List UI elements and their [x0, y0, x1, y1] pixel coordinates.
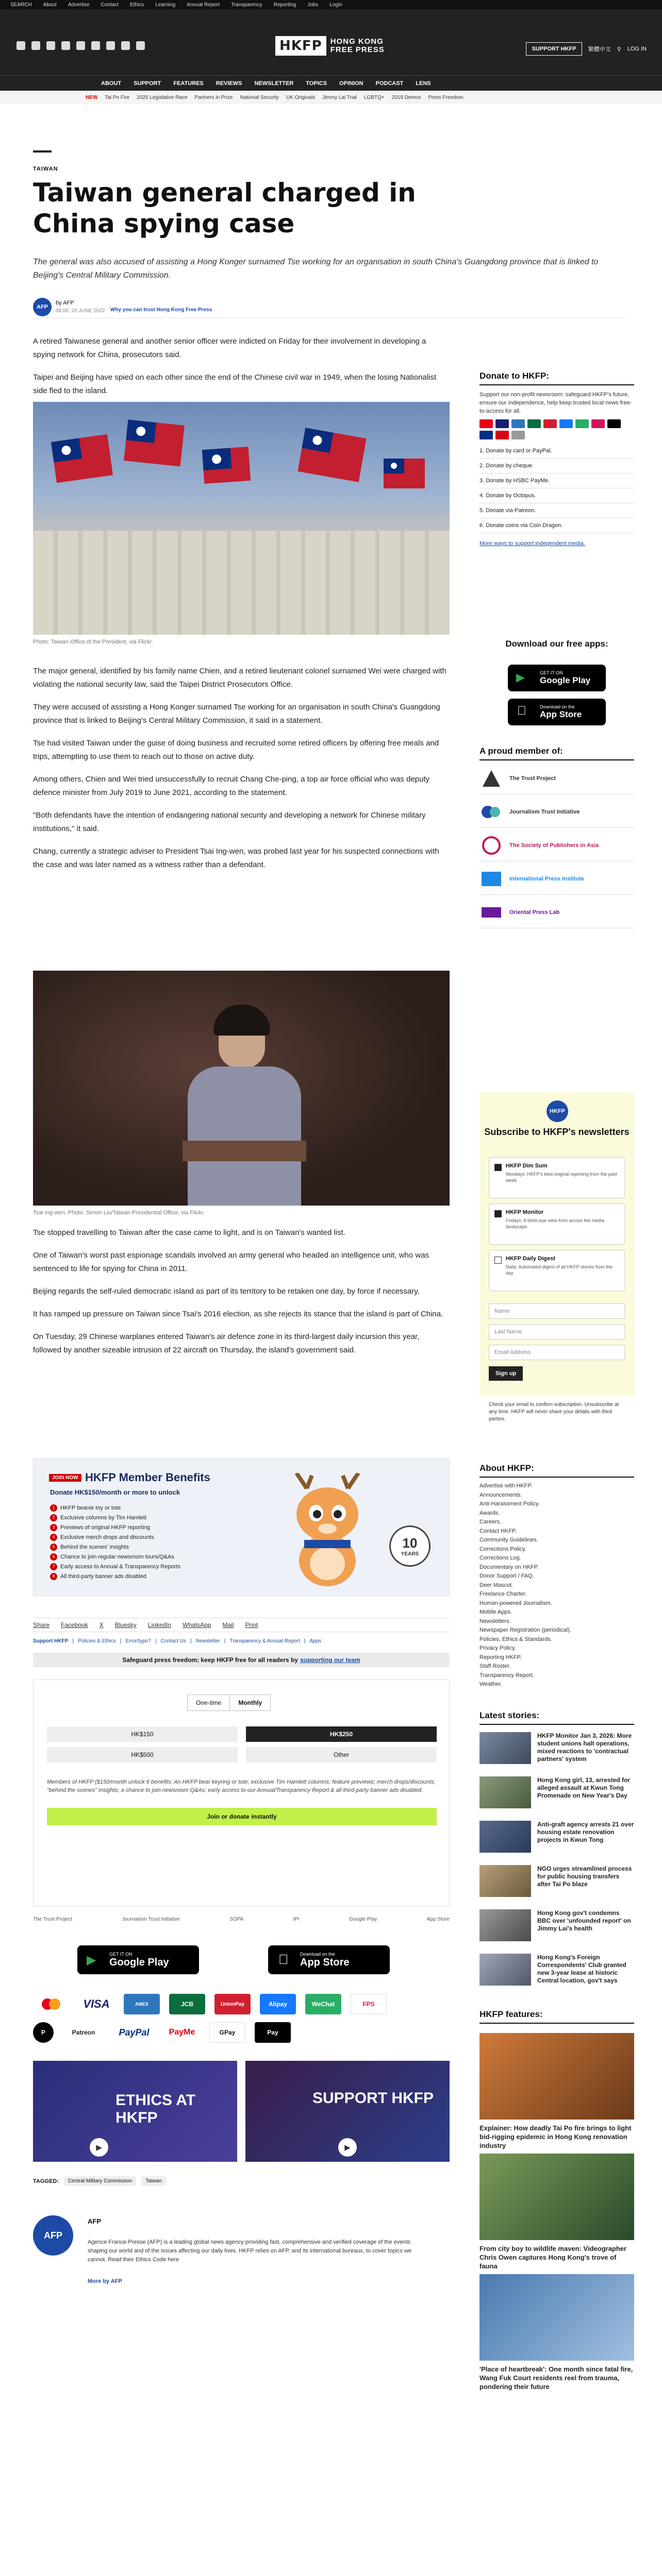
account-link[interactable]: LOG IN — [627, 46, 647, 52]
sidebar-heading: Download our free apps: — [505, 639, 608, 649]
about-sidebar — [479, 1463, 634, 1689]
checkbox-checked[interactable] — [494, 1210, 502, 1217]
annual-report-link[interactable]: Annual Report — [187, 2, 220, 8]
transparency-link[interactable]: Transparency — [231, 2, 262, 8]
share-print[interactable]: Print — [245, 1621, 258, 1629]
share-mail[interactable]: Mail — [222, 1621, 234, 1629]
author-name[interactable]: AFP — [88, 2217, 101, 2225]
paypal-icon — [479, 431, 493, 439]
apple-pay-icon: Pay — [255, 2022, 291, 2043]
tag[interactable]: Central Military Commission — [64, 2176, 136, 2186]
visa-icon — [495, 419, 509, 428]
site-logo[interactable] — [275, 36, 385, 56]
list-item[interactable]: Community Guidelines. — [479, 1537, 538, 1543]
trending-item[interactable]: UK Originals — [286, 94, 316, 100]
amount-option[interactable]: HK$150 — [47, 1726, 238, 1742]
member-jti[interactable]: Journalism Trust Initiative — [479, 796, 634, 828]
logo-mark: HKFP — [275, 36, 326, 56]
sidebar-heading: A proud member of: — [479, 746, 634, 760]
category-rule — [33, 150, 52, 152]
newsletter-logo: HKFP — [547, 1100, 568, 1122]
latest-story[interactable] — [479, 1909, 634, 1948]
member-oriental-press-lab[interactable]: Oriental Press Lab — [479, 896, 634, 928]
byline — [33, 298, 626, 318]
list-item[interactable]: Announcements. — [479, 1492, 522, 1498]
utility-bar — [0, 0, 662, 9]
article-footer-links: Support HKFP | Policies & Ethics | Error/typo? | Contact Us | Newsletter | Transparency & Annual Report | Apps — [33, 1638, 322, 1644]
jcb-icon: JCB — [169, 1994, 205, 2014]
article-body-end — [33, 1226, 450, 1357]
trending-item[interactable]: Jimmy Lai Trial — [322, 94, 357, 100]
list-item[interactable]: Careers. — [479, 1519, 502, 1525]
feature-story[interactable] — [479, 2154, 634, 2270]
article-lede: The general was also accused of assisting a Hong Konger surnamed Tse working for an organisation in south China's Guangdong province that is linked to Beijing's Central Military Commission. — [33, 258, 599, 280]
share-label: Share — [33, 1621, 50, 1629]
chinese-edition-link[interactable]: 繁體中文 — [588, 46, 611, 53]
search-link[interactable]: SEARCH — [10, 2, 32, 8]
story-title[interactable]: HKFP Monitor Jan 3, 2026: More student unions halt operations, mixed reactions to 'contractual partners' system — [537, 1732, 632, 1762]
search-icon[interactable]: ⚲ — [617, 46, 621, 53]
list-item[interactable]: Newspaper Registration (periodical). — [479, 1627, 571, 1633]
story-title[interactable]: Hong Kong girl, 13, arrested for alleged assault at Kwun Tong Promenade on New Year's Day — [537, 1776, 631, 1799]
latest-story[interactable] — [479, 1954, 634, 1993]
author-name[interactable]: by AFP — [56, 300, 74, 306]
logo-line-2: FREE PRESS — [330, 45, 385, 54]
join-now-badge[interactable]: JOIN NOW — [49, 1474, 81, 1482]
email-field[interactable]: Email Address — [489, 1345, 625, 1360]
nav-about[interactable]: ABOUT — [101, 80, 122, 87]
payme-icon: PayMe — [169, 2028, 195, 2037]
google-play-icon: ▶ — [87, 1953, 96, 1967]
member-trust-project[interactable]: The Trust Project — [479, 762, 634, 794]
list-item[interactable]: Newsletters. — [479, 1618, 511, 1624]
trending-item[interactable]: 2019 Demos — [391, 94, 421, 100]
ethics-link[interactable]: Ethics — [129, 2, 144, 8]
story-title[interactable]: NGO urges streamlined process for public housing transfers after Tai Po blaze — [537, 1865, 632, 1888]
trending-item[interactable]: Partners in Prize — [194, 94, 233, 100]
newsletter-option-monitor[interactable]: HKFP Monitor Fridays: A birds-eye view from across the media landscape. — [489, 1204, 625, 1245]
share-facebook[interactable]: Facebook — [61, 1621, 88, 1629]
tag[interactable]: Taiwan — [141, 2176, 166, 2186]
list-item[interactable]: Staff Roster. — [479, 1663, 511, 1669]
list-item[interactable]: Contact HKFP. — [479, 1528, 517, 1534]
list-item[interactable]: Documentary on HKFP. — [479, 1564, 539, 1570]
payme-icon — [495, 431, 509, 439]
patreon-icon — [607, 419, 621, 428]
share-bar — [33, 1618, 450, 1632]
latest-story[interactable] — [479, 1865, 634, 1904]
play-icon[interactable]: ▶ — [90, 2138, 108, 2157]
story-thumbnail[interactable] — [479, 1954, 531, 1986]
trending-bar — [0, 91, 662, 104]
author-bio: Agence France-Presse (AFP) is a leading global news agency providing fast, comprehensive and verified coverage of the events shaping our world and of the issues affecting our daily lives. HKFP relies on AFP, and its international bureaux, to cover topics we cannot. Read their Ethics Code here — [88, 2239, 411, 2263]
paragraph: One of Taiwan's worst past espionage scandals involved an army general who headed an intelligence unit, who was sentenced to life for spying for China in 2011. — [33, 1251, 429, 1273]
rss-icon[interactable] — [136, 41, 145, 50]
photo-caption: Tsai Ing-wen. Photo: Simon Liu/Taiwan Presidential Office, via Flickr. — [33, 1210, 205, 1216]
share-linkedin[interactable]: LinkedIn — [147, 1621, 172, 1629]
app-store-text[interactable]: App Store — [426, 1917, 450, 1922]
list-item[interactable]: Reporting HKFP. — [479, 1654, 522, 1660]
nav-features[interactable]: FEATURES — [173, 80, 204, 87]
list-item[interactable]: Awards. — [479, 1510, 500, 1516]
instagram-icon[interactable] — [46, 41, 55, 50]
feature-story[interactable] — [479, 2274, 634, 2391]
article-category[interactable]: TAIWAN — [33, 166, 58, 172]
donate-button[interactable]: Join or donate instantly — [47, 1808, 437, 1825]
bluesky-icon[interactable] — [76, 41, 85, 50]
advertise-link[interactable]: Advertise — [68, 2, 90, 8]
x-icon[interactable] — [31, 41, 40, 50]
amex-icon: AMEX — [124, 1994, 160, 2014]
feature-story[interactable] — [479, 2033, 634, 2150]
proud-member-heading — [479, 746, 634, 760]
footer-link[interactable]: Support HKFP — [33, 1638, 69, 1644]
support-banner — [33, 1653, 450, 1667]
support-banner-text: Safeguard press freedom; keep HKFP free for all readers by — [122, 1656, 298, 1664]
fps-icon: FPS — [351, 1994, 387, 2014]
apple-icon — [278, 1952, 289, 1968]
masthead — [0, 9, 662, 75]
latest-story[interactable] — [479, 1821, 634, 1860]
sidebar-heading: Donate to HKFP: — [479, 371, 634, 385]
feature-title[interactable]: From city boy to wildlife maven: Videographer Chris Owen captures Hong Kong's trove of fauna — [479, 2245, 627, 2270]
trending-new-label: NEW — [86, 94, 98, 100]
list-item[interactable]: Mobile Apps. — [479, 1609, 512, 1615]
ethics-banner[interactable] — [33, 2061, 237, 2162]
member-ipi[interactable]: International Press Institute — [479, 863, 634, 895]
support-video-banner[interactable] — [245, 2061, 450, 2162]
list-item[interactable]: Anti-Harassment Policy. — [479, 1501, 540, 1507]
sidebar-heading: Latest stories: — [479, 1710, 634, 1725]
trending-item[interactable]: LGBTQ+ — [363, 94, 385, 100]
list-item[interactable]: Transparency Report. — [479, 1672, 534, 1679]
google-play-button[interactable]: ▶ GET IT ON Google Play — [508, 665, 606, 691]
deer-mascot-image — [276, 1473, 379, 1586]
apps-sidebar — [479, 639, 634, 652]
oriental-press-lab-logo — [479, 902, 503, 923]
author-avatar[interactable]: AFP — [33, 2215, 73, 2256]
story-title[interactable]: Anti-graft agency arrests 21 over housing estate renovation projects in Kwun Tong — [537, 1821, 634, 1843]
list-item[interactable]: Human-powered Journalism. — [479, 1600, 552, 1606]
card-logos — [479, 419, 634, 439]
last-name-field[interactable]: Last Name — [489, 1324, 625, 1340]
youtube-icon[interactable] — [91, 41, 100, 50]
paragraph: Beijing regards the self-ruled democratic island as part of its territory to be retaken one day, by force if necessary. — [33, 1287, 420, 1296]
patreon-icon: P — [33, 2022, 54, 2043]
feature-title[interactable]: Explainer: How deadly Tai Po fire brings to light bid-rigging epidemic in Hong Kong renovation industry — [479, 2124, 632, 2149]
paragraph: It has ramped up pressure on Taiwan since Tsai's 2016 election, as she rejects its stance that the island is part of China. — [33, 1310, 443, 1318]
fps-icon — [591, 419, 605, 428]
feature-title[interactable]: 'Place of heartbreak': One month since fatal fire, Wang Fuk Court residents reel from trauma, pondering their future — [479, 2365, 633, 2391]
sidebar-heading: About HKFP: — [479, 1463, 634, 1478]
list-item[interactable]: 6. Donate coins via Coin Dragon. — [479, 518, 634, 533]
trending-item[interactable]: 2025 Legislative Race — [137, 94, 188, 100]
donation-widget — [33, 1680, 450, 1906]
apple-icon — [517, 704, 526, 718]
ipi-logo — [479, 869, 503, 889]
latest-story[interactable] — [479, 1732, 634, 1771]
login-link[interactable]: Login — [329, 2, 342, 8]
share-bluesky[interactable]: Bluesky — [114, 1621, 137, 1629]
amount-option[interactable]: HK$500 — [47, 1747, 238, 1762]
facebook-icon[interactable] — [16, 41, 25, 50]
jcb-icon — [527, 419, 541, 428]
list-item: 6 Chance to join regular newsroom tours/Q&As — [50, 1552, 180, 1562]
mastercard-icon — [479, 419, 493, 428]
more-ways-link[interactable]: More ways to support independent media. — [479, 540, 585, 547]
paragraph: Chang, currently a strategic adviser to President Tsai Ing-wen, was probed last year for his suspected connections with the case and was later named as a witness rather than a defendant. — [33, 847, 439, 869]
membership-note: Members of HKFP ($150/month unlock 6 benefits: An HKFP bear keyring or tote; exclusive Tim Hamlett columns; feature previews; merch drops/discounts; "behind the scenes" insights; a chance to join newsroom Q&As; early access to our Annual/Transparency Report & all third-party banner ads disabled. — [47, 1779, 436, 1793]
list-item[interactable]: 4. Donate by Octopus. — [479, 488, 634, 503]
about-list — [479, 1482, 634, 1689]
paragraph: The major general, identified by his family name Chien, and a retired lieutenant colonel surnamed Wei were charged with violating the national security law, said the Taipei District Prosecutors Office. — [33, 667, 446, 689]
paragraph: Among others, Chien and Wei tried unsuccessfully to recruit Chang Che-ping, a top air force official who was deputy defence minister from July 2019 to June 2021, according to the statement. — [33, 775, 430, 797]
list-item[interactable]: Privacy Policy. — [479, 1645, 516, 1651]
list-item[interactable]: 3. Donate by HSBC PayMe. — [479, 473, 634, 488]
first-name-field[interactable]: Name — [489, 1303, 625, 1319]
publish-date: 08:00, 20 JUNE 2022 — [56, 308, 105, 314]
footer-link[interactable]: Error/typo? — [125, 1638, 151, 1644]
promo-subtitle: Donate HK$150/month or more to unlock — [50, 1488, 180, 1496]
list-item: 8 All third-party banner ads disabled — [50, 1571, 180, 1581]
support-banner-title: SUPPORT HKFP — [312, 2090, 434, 2107]
benefit-list — [50, 1503, 180, 1581]
sopa-logo[interactable]: SOPA — [229, 1917, 244, 1922]
promo-title: HKFP Member Benefits — [85, 1471, 210, 1484]
one-time-option[interactable]: One-time — [196, 1699, 222, 1706]
paypal-icon: PayPal — [119, 2027, 150, 2038]
list-item[interactable]: Freelance Charter. — [479, 1591, 527, 1597]
google-pay-icon: GPay — [209, 2022, 245, 2043]
reporting-link[interactable]: Reporting — [273, 2, 296, 8]
member-sopa[interactable]: The Society of Publishers in Asia — [479, 829, 634, 861]
linkedin-icon[interactable] — [106, 41, 115, 50]
list-item[interactable]: Deer Mascot. — [479, 1582, 514, 1588]
ipi-logo[interactable]: IPI — [293, 1917, 300, 1922]
jti-logo — [479, 802, 503, 822]
list-item[interactable]: Corrections Log. — [479, 1555, 521, 1561]
member-logos-row — [33, 1917, 450, 1922]
list-item[interactable]: 1. Donate by card or PayPal. — [479, 444, 634, 459]
amount-option-selected[interactable]: HK$250 — [246, 1726, 437, 1742]
article-body-main — [33, 665, 450, 872]
features-heading — [479, 2009, 634, 2024]
newsletter-note: Check your email to confirm subscription. Unsubscribe at any time. HKFP will never share your details with third parties. — [489, 1402, 619, 1422]
app-store-button[interactable]: Download on the App Store — [508, 699, 606, 725]
trust-project-logo[interactable]: The Trust Project — [33, 1917, 73, 1922]
sidebar-heading: HKFP features: — [479, 2009, 634, 2024]
footer-link[interactable]: Apps — [309, 1638, 322, 1644]
trending-item[interactable]: National Security — [240, 94, 279, 100]
contact-link[interactable]: Contact — [101, 2, 119, 8]
story-thumbnail[interactable] — [479, 1776, 531, 1808]
tagged-label: TAGGED: — [33, 2178, 59, 2184]
google-play-text[interactable]: Google Play — [349, 1917, 377, 1922]
newsletter-title: Subscribe to HKFP's newsletters — [484, 1127, 630, 1137]
google-play-icon: ▶ — [516, 671, 525, 684]
author-avatar[interactable]: AFP — [33, 298, 52, 316]
ethics-banner-text: ETHICS AT HKFP — [115, 2092, 195, 2126]
mastercard-icon — [33, 1994, 69, 2014]
list-item[interactable]: Donor Support / FAQ. — [479, 1573, 534, 1579]
feature-image[interactable] — [479, 2033, 634, 2120]
main-nav — [0, 75, 662, 91]
tag-list — [33, 2176, 166, 2186]
donate-sidebar — [479, 371, 634, 547]
story-thumbnail[interactable] — [479, 1732, 531, 1764]
payment-methods-row-1 — [33, 1994, 387, 2014]
list-item: 4 Exclusive merch drops and discounts — [50, 1532, 180, 1542]
newsletter-signup — [479, 1092, 634, 1396]
trending-item[interactable]: Tai Po Fire — [105, 94, 130, 100]
trending-item[interactable]: Press Freedom — [428, 94, 464, 100]
nav-newsletter[interactable]: NEWSLETTER — [254, 80, 294, 87]
donate-intro: Support our non-profit newsroom: safeguard HKFP's future, ensure our independence, help keep trusted local news free-to-access for all. — [479, 392, 632, 414]
nav-podcast[interactable]: PODCAST — [375, 80, 404, 87]
logo-line-1: HONG KONG — [330, 37, 384, 46]
sopa-logo — [479, 835, 503, 856]
story-title[interactable]: Hong Kong's Foreign Correspondents' Club granted new 3-year lease at historic Central location, gov't says — [537, 1954, 626, 1984]
nav-opinion[interactable]: OPINION — [339, 80, 363, 87]
footer-link[interactable]: Policies & Ethics — [77, 1638, 116, 1644]
nav-topics[interactable]: TOPICS — [306, 80, 327, 87]
threads-icon[interactable] — [61, 41, 70, 50]
trust-project-logo — [479, 768, 503, 789]
alipay-icon: Alipay — [260, 1994, 296, 2014]
list-item[interactable]: 2. Donate by cheque. — [479, 459, 634, 473]
nav-support[interactable]: SUPPORT — [134, 80, 161, 87]
nav-lens[interactable]: LENS — [416, 80, 431, 87]
telegram-icon[interactable] — [121, 41, 130, 50]
paragraph: On Tuesday, 29 Chinese warplanes entered Taiwan's air defence zone in its third-largest daily incursion this year, followed by another sizeable intrusion of 22 aircraft on Thursday, the island's government said. — [33, 1332, 420, 1354]
newsletter-option-dim-sum[interactable]: HKFP Dim Sum Mondays: HKFP's best original reporting from the past week. — [489, 1157, 625, 1198]
checkbox-unchecked[interactable] — [494, 1257, 502, 1264]
list-item: 2 Exclusive columns by Tim Hamlett — [50, 1513, 180, 1522]
article-photo-tsai — [33, 971, 450, 1206]
paragraph: They were accused of assisting a Hong Konger surnamed Tse working for an organisation in south China's Guangdong province that is linked to Beijing's Central Military Commission, it said in a statement. — [33, 703, 440, 725]
jti-logo[interactable]: Journalism Trust Initiative — [122, 1917, 180, 1922]
newsletter-option-daily-digest[interactable]: HKFP Daily Digest Daily: Automated digest of all HKFP stories from the day. — [489, 1250, 625, 1291]
story-title[interactable]: Hong Kong gov't condemns BBC over 'unfounded report' on Jimmy Lai's health — [537, 1909, 631, 1932]
anniversary-badge: 10 YEARS — [389, 1526, 431, 1567]
latest-story[interactable] — [479, 1776, 634, 1816]
sign-up-button[interactable]: Sign up — [489, 1366, 523, 1381]
app-store-button[interactable]: Download on the App Store — [268, 1945, 390, 1974]
nav-reviews[interactable]: REVIEWS — [216, 80, 242, 87]
google-pay-icon — [511, 431, 525, 439]
more-by-author-link[interactable]: More by AFP — [88, 2278, 122, 2284]
wechat-pay-icon — [575, 419, 589, 428]
paragraph: A retired Taiwanese general and another senior officer were indicted on Friday for their involvement in developing a spying network for China, prosecutors said. — [33, 337, 426, 359]
why-trust-link[interactable]: Why you can trust Hong Kong Free Press — [110, 307, 212, 313]
amex-icon — [511, 419, 525, 428]
list-item: 1 HKFP beanie toy or tote — [50, 1503, 180, 1513]
about-link[interactable]: About — [43, 2, 57, 8]
latest-stories-heading — [479, 1710, 634, 1725]
google-play-button[interactable]: ▶ GET IT ON Google Play — [77, 1945, 199, 1974]
list-item[interactable]: Corrections Policy. — [479, 1546, 526, 1552]
list-item: 5 Behind the scenes' insights — [50, 1542, 180, 1552]
paragraph: Taipei and Beijing have spied on each other since the end of the Chinese civil war in 1949, when the losing Nationalist side fled to the island. — [33, 373, 437, 395]
story-thumbnail[interactable] — [479, 1909, 531, 1941]
amount-option[interactable]: Other — [246, 1747, 437, 1762]
alipay-icon — [559, 419, 573, 428]
list-item[interactable]: Policies, Ethics & Standards. — [479, 1636, 552, 1642]
paragraph: "Both defendants have the intention of endangering national security and developing a network for Chinese military institutions," it said. — [33, 811, 426, 833]
feature-image[interactable] — [479, 2274, 634, 2361]
list-item[interactable]: Advertise with HKFP. — [479, 1483, 533, 1489]
social-links — [16, 41, 145, 50]
checkbox-checked[interactable] — [494, 1164, 502, 1171]
list-item[interactable]: Weather. — [479, 1681, 502, 1687]
feature-image[interactable] — [479, 2154, 634, 2240]
jobs-link[interactable]: Jobs — [307, 2, 319, 8]
donate-ways-list — [479, 444, 634, 533]
member-benefits-promo[interactable] — [33, 1458, 450, 1596]
author-box — [33, 2215, 450, 2287]
visa-icon: VISA — [83, 1997, 110, 2010]
support-hkfp-button[interactable]: SUPPORT HKFP — [526, 42, 582, 56]
list-item: 7 Early access to Annual & Transparency Reports — [50, 1562, 180, 1571]
article-photo-flags — [33, 402, 450, 635]
unionpay-icon — [543, 419, 557, 428]
footer-link[interactable]: Newsletter — [195, 1638, 220, 1644]
paragraph: Tse had visited Taiwan under the guise of doing business and recruited some retired officers by offering free meals and trips, attempting to use them to reach out to those on active duty. — [33, 739, 439, 761]
wechat-pay-icon: WeChat — [305, 1994, 341, 2014]
payment-methods-row-2 — [33, 2022, 291, 2043]
frequency-toggle — [187, 1694, 271, 1711]
story-thumbnail[interactable] — [479, 1865, 531, 1897]
share-x[interactable]: X — [99, 1621, 104, 1629]
share-whatsapp[interactable]: WhatsApp — [183, 1621, 211, 1629]
play-icon[interactable]: ▶ — [338, 2138, 357, 2157]
article-headline: Taiwan general charged in China spying case — [33, 178, 416, 239]
paragraph: Tse stopped travelling to Taiwan after the case came to light, and is on Taiwan's wanted list. — [33, 1228, 345, 1237]
unionpay-icon: UnionPay — [214, 1994, 251, 2014]
monthly-option[interactable]: Monthly — [229, 1695, 270, 1710]
patreon-label: Patreon — [72, 2029, 95, 2036]
footer-link[interactable]: Contact Us — [160, 1638, 187, 1644]
support-banner-link[interactable]: supporting our team — [300, 1656, 360, 1664]
list-item: 3 Previews of original HKFP reporting — [50, 1522, 180, 1532]
photo-caption: Photo: Taiwan Office of the President, via Flickr. — [33, 639, 153, 645]
footer-link[interactable]: Transparency & Annual Report — [229, 1638, 300, 1644]
story-thumbnail[interactable] — [479, 1821, 531, 1853]
learning-link[interactable]: Learning — [155, 2, 176, 8]
list-item[interactable]: 5. Donate via Patreon. — [479, 503, 634, 518]
article-body-intro — [33, 335, 450, 398]
